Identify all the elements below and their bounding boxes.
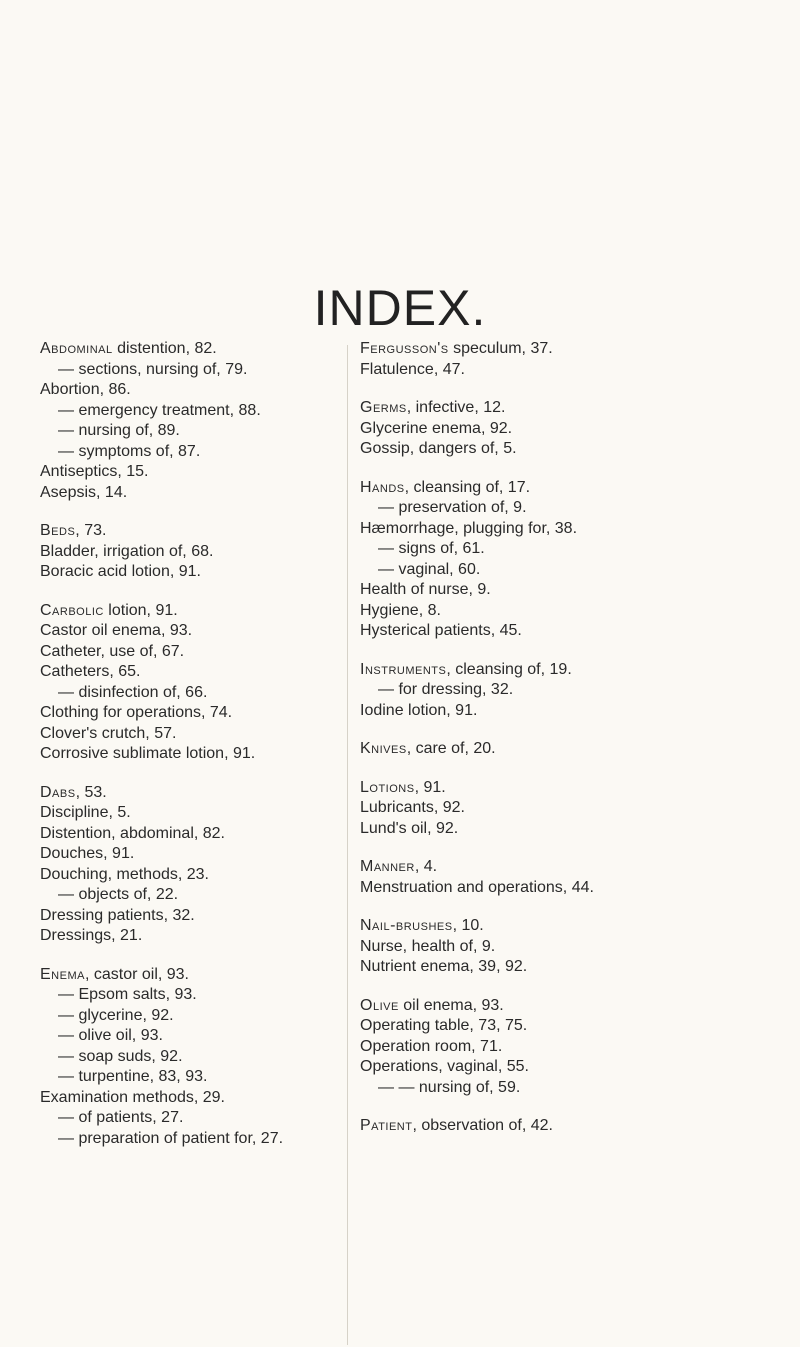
- entry-text: Operation room, 71.: [360, 1037, 503, 1055]
- index-entry: [360, 1016, 780, 1037]
- index-subentry: [40, 401, 345, 422]
- entry-lead-word: Carbolic: [40, 601, 104, 619]
- index-entry: [40, 562, 345, 583]
- index-entry: [360, 601, 780, 622]
- entry-text: Boracic acid lotion, 91.: [40, 563, 201, 580]
- index-subentry: [40, 1067, 345, 1088]
- entry-text: Hysterical patients, 45.: [360, 622, 522, 639]
- index-entry: [40, 621, 345, 642]
- index-entry: [360, 739, 780, 760]
- entry-text: — Epsom salts, 93.: [58, 986, 197, 1003]
- index-entry: [40, 662, 345, 683]
- entry-text: Asepsis, 14.: [40, 483, 128, 501]
- entry-text: — symptoms of, 87.: [58, 442, 201, 460]
- index-entry: [40, 380, 345, 401]
- index-subentry: [40, 1026, 345, 1047]
- entry-text: Clover's crutch, 57.: [40, 724, 177, 742]
- entry-text: Douching, methods, 23.: [40, 865, 209, 883]
- index-entry: [40, 865, 345, 886]
- entry-text: Nurse, health of, 9.: [360, 937, 496, 955]
- index-subentry: [360, 560, 780, 581]
- index-entry: [360, 339, 780, 360]
- index-entry: [40, 339, 345, 360]
- entry-text: Hæmorrhage, plugging for, 38.: [360, 519, 578, 537]
- entry-text: Distention, abdominal, 82.: [40, 824, 225, 842]
- entry-text: Glycerine enema, 92.: [360, 419, 513, 437]
- index-entry: [360, 360, 780, 381]
- entry-text: , cleansing of, 19.: [446, 660, 572, 678]
- entry-text: , 4.: [414, 858, 438, 875]
- entry-text: Examination methods, 29.: [40, 1088, 225, 1106]
- entry-text: Nutrient enema, 39, 92.: [360, 958, 528, 975]
- index-group-p: [360, 1116, 780, 1137]
- entry-text: Bladder, irrigation of, 68.: [40, 542, 214, 560]
- index-group-f: [360, 339, 780, 380]
- index-entry: [360, 778, 780, 799]
- entry-text: Catheter, use of, 67.: [40, 642, 185, 660]
- index-subentry: [360, 498, 780, 519]
- index-subentry: [360, 680, 780, 701]
- index-entry: [360, 580, 780, 601]
- entry-text: Dressings, 21.: [40, 927, 143, 944]
- entry-text: Lubricants, 92.: [360, 799, 465, 816]
- index-entry: [360, 701, 780, 722]
- entry-text: , 10.: [452, 917, 484, 934]
- entry-lead-word: Fergusson's: [360, 340, 449, 357]
- index-group-m: [360, 857, 780, 898]
- entry-text: — disinfection of, 66.: [58, 683, 208, 701]
- entry-text: — nursing of, 89.: [58, 422, 180, 439]
- entry-lead-word: Hands: [360, 478, 405, 496]
- entry-text: distention, 82.: [112, 340, 217, 357]
- entry-text: Operations, vaginal, 55.: [360, 1058, 529, 1075]
- entry-text: Health of nurse, 9.: [360, 581, 491, 598]
- entry-lead-word: Dabs: [40, 783, 76, 801]
- index-entry: [40, 783, 345, 804]
- entry-text: , 91.: [414, 778, 446, 796]
- index-subentry: [40, 1006, 345, 1027]
- index-subentry: [40, 985, 345, 1006]
- entry-lead-word: Manner: [360, 858, 415, 875]
- entry-text: , cleansing of, 17.: [404, 478, 531, 496]
- index-entry: [360, 1037, 780, 1058]
- entry-lead-word: Abdominal: [40, 340, 113, 357]
- entry-text: — soap suds, 92.: [58, 1047, 183, 1065]
- index-entry: [360, 478, 780, 499]
- index-group-o: [360, 996, 780, 1099]
- column-divider: [347, 345, 348, 1345]
- index-group-h: [360, 478, 780, 642]
- index-subentry: [40, 360, 345, 381]
- index-entry: [360, 1116, 780, 1137]
- index-entry: [40, 642, 345, 663]
- index-group-c: [40, 601, 345, 765]
- entry-text: — vaginal, 60.: [378, 560, 481, 578]
- index-subentry: [40, 683, 345, 704]
- index-subentry: [360, 1078, 780, 1099]
- index-subentry: [40, 1108, 345, 1129]
- entry-text: Discipline, 5.: [40, 804, 131, 821]
- index-entry: [40, 542, 345, 563]
- index-entry: [40, 844, 345, 865]
- entry-lead-word: Enema: [40, 965, 85, 983]
- index-group-e: [40, 965, 345, 1150]
- entry-text: — preparation of patient for, 27.: [58, 1129, 284, 1147]
- index-entry: [40, 965, 345, 986]
- index-group-b: [40, 521, 345, 583]
- index-entry: [40, 462, 345, 483]
- index-entry: [40, 703, 345, 724]
- index-entry: [360, 621, 780, 642]
- entry-text: — for dressing, 32.: [378, 681, 514, 698]
- index-column-right: [360, 339, 780, 1155]
- entry-text: , observation of, 42.: [412, 1117, 553, 1134]
- entry-text: lotion, 91.: [103, 601, 178, 619]
- index-subentry: [40, 421, 345, 442]
- entry-text: Operating table, 73, 75.: [360, 1017, 528, 1034]
- entry-text: , castor oil, 93.: [84, 965, 189, 983]
- index-group-d: [40, 783, 345, 947]
- index-subentry: [360, 539, 780, 560]
- entry-text: Catheters, 65.: [40, 663, 141, 680]
- page-title: INDEX.: [313, 279, 487, 336]
- index-subentry: [40, 442, 345, 463]
- index-group-n: [360, 916, 780, 978]
- entry-text: — objects of, 22.: [58, 886, 179, 903]
- index-entry: [360, 660, 780, 681]
- entry-text: — of patients, 27.: [58, 1109, 184, 1126]
- entry-lead-word: Knives: [360, 740, 407, 757]
- index-entry: [360, 398, 780, 419]
- index-column-left: [40, 339, 345, 1167]
- index-entry: [40, 521, 345, 542]
- index-group-a: [40, 339, 345, 503]
- index-entry: [40, 803, 345, 824]
- entry-text: — olive oil, 93.: [58, 1027, 163, 1044]
- entry-text: Castor oil enema, 93.: [40, 622, 193, 639]
- index-entry: [40, 824, 345, 845]
- index-entry: [360, 937, 780, 958]
- entry-text: Gossip, dangers of, 5.: [360, 440, 517, 457]
- index-subentry: [40, 1129, 345, 1150]
- index-entry: [360, 519, 780, 540]
- index-entry: [360, 878, 780, 899]
- entry-text: — signs of, 61.: [378, 540, 485, 557]
- entry-text: — — nursing of, 59.: [378, 1078, 521, 1096]
- index-entry: [40, 926, 345, 947]
- index-group-i: [360, 660, 780, 722]
- index-entry: [360, 439, 780, 460]
- entry-text: , 53.: [75, 783, 107, 801]
- entry-lead-word: Nail-brushes: [360, 917, 453, 934]
- entry-text: oil enema, 93.: [398, 996, 504, 1014]
- index-entry: [360, 1057, 780, 1078]
- entry-text: — sections, nursing of, 79.: [58, 360, 248, 378]
- entry-text: Corrosive sublimate lotion, 91.: [40, 745, 256, 762]
- index-subentry: [40, 1047, 345, 1068]
- index-entry: [40, 724, 345, 745]
- index-group-k: [360, 739, 780, 760]
- entry-text: Lund's oil, 92.: [360, 819, 459, 837]
- entry-text: , care of, 20.: [406, 740, 496, 757]
- entry-text: — glycerine, 92.: [58, 1006, 174, 1024]
- entry-lead-word: Olive: [360, 996, 399, 1014]
- index-subentry: [40, 885, 345, 906]
- entry-text: , infective, 12.: [406, 399, 506, 416]
- index-entry: [40, 601, 345, 622]
- entry-text: — emergency treatment, 88.: [58, 401, 261, 419]
- entry-text: Menstruation and operations, 44.: [360, 878, 594, 896]
- index-entry: [360, 798, 780, 819]
- index-entry: [360, 419, 780, 440]
- index-group-g: [360, 398, 780, 460]
- entry-text: speculum, 37.: [448, 340, 553, 357]
- index-entry: [40, 744, 345, 765]
- entry-lead-word: Instruments: [360, 660, 447, 678]
- entry-text: Abortion, 86.: [40, 381, 131, 398]
- index-entry: [360, 916, 780, 937]
- entry-text: Iodine lotion, 91.: [360, 701, 478, 719]
- entry-text: — preservation of, 9.: [378, 499, 527, 516]
- index-entry: [40, 1088, 345, 1109]
- index-entry: [360, 957, 780, 978]
- entry-text: Dressing patients, 32.: [40, 906, 195, 924]
- entry-text: Flatulence, 47.: [360, 360, 465, 378]
- entry-text: , 73.: [75, 522, 107, 539]
- entry-lead-word: Germs: [360, 399, 407, 416]
- index-entry: [360, 819, 780, 840]
- entry-text: Hygiene, 8.: [360, 601, 441, 619]
- entry-text: Clothing for operations, 74.: [40, 704, 233, 721]
- entry-lead-word: Lotions: [360, 778, 415, 796]
- entry-text: — turpentine, 83, 93.: [58, 1068, 208, 1085]
- entry-text: Antiseptics, 15.: [40, 463, 149, 480]
- index-entry: [360, 996, 780, 1017]
- index-entry: [40, 906, 345, 927]
- index-entry: [360, 857, 780, 878]
- entry-text: Douches, 91.: [40, 845, 135, 862]
- index-group-l: [360, 778, 780, 840]
- entry-lead-word: Beds: [40, 522, 76, 539]
- entry-lead-word: Patient: [360, 1117, 413, 1134]
- index-entry: [40, 483, 345, 504]
